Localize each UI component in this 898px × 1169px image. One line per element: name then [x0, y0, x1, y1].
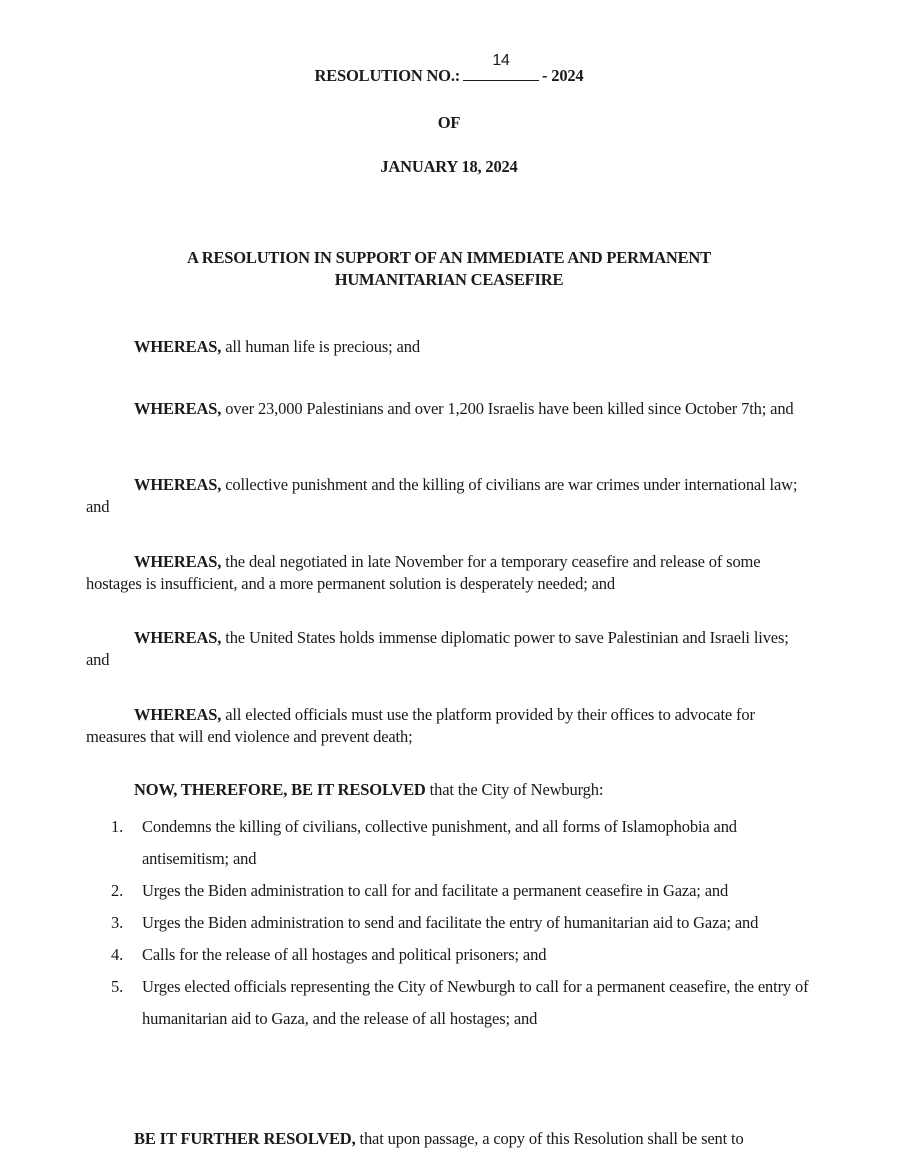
list-item-text: Calls for the release of all hostages and political prisoners; and: [142, 945, 547, 964]
whereas-clause: [86, 336, 811, 358]
resolution-number-line: [0, 52, 898, 86]
list-item-number: 3.: [111, 913, 124, 932]
of-label: OF: [437, 113, 461, 132]
whereas-clause: [86, 474, 811, 518]
list-item-number: 1.: [111, 817, 124, 836]
list-item: [111, 811, 811, 875]
whereas-clause: [86, 551, 811, 595]
resolution-date: JANUARY 18, 2024: [380, 157, 518, 176]
list-item: [111, 875, 811, 907]
whereas-text: all human life is precious; and: [221, 337, 420, 356]
resolution-year: - 2024: [542, 66, 584, 85]
whereas-lead: WHEREAS,: [134, 337, 222, 356]
whereas-lead: WHEREAS,: [134, 399, 222, 418]
list-item-text: Urges elected officials representing the City of Newburgh to call for a permanent ceasefire, the entry of humanitarian aid to Gaza, and the release of all hostages; and: [142, 977, 809, 1028]
list-item-text: Urges the Biden administration to call for and facilitate a permanent ceasefire in Gaza; and: [142, 881, 729, 900]
whereas-text: all elected officials must use the platform provided by their offices to advocate for measures that will end violence and prevent death;: [86, 705, 755, 746]
resolution-prefix: RESOLUTION NO.:: [314, 66, 461, 85]
list-item-text: Condemns the killing of civilians, collective punishment, and all forms of Islamophobia and antisemitism; and: [142, 817, 737, 868]
resolution-title: [0, 247, 898, 291]
whereas-clause: [86, 627, 811, 671]
list-item-number: 2.: [111, 881, 124, 900]
list-item: [111, 971, 811, 1035]
whereas-clause: [86, 704, 811, 748]
further-resolved-lead: BE IT FURTHER RESOLVED,: [134, 1129, 356, 1148]
list-item-number: 5.: [111, 977, 124, 996]
further-resolved-clause: [86, 1128, 811, 1150]
further-resolved-text: that upon passage, a copy of this Resolution shall be sent to: [355, 1129, 744, 1148]
resolution-title-line2: HUMANITARIAN CEASEFIRE: [334, 270, 564, 289]
list-item-number: 4.: [111, 945, 124, 964]
whereas-text: the deal negotiated in late November for a temporary ceasefire and release of some hostages is insufficient, and a more permanent solution is desperately needed; and: [86, 552, 761, 593]
whereas-clause: [86, 398, 811, 420]
resolution-title-line1: A RESOLUTION IN SUPPORT OF AN IMMEDIATE AND PERMANENT: [187, 248, 711, 267]
whereas-lead: WHEREAS,: [134, 628, 222, 647]
resolved-text: that the City of Newburgh:: [425, 780, 604, 799]
list-item: [111, 907, 811, 939]
resolved-lead: NOW, THEREFORE, BE IT RESOLVED: [134, 780, 426, 799]
whereas-text: the United States holds immense diplomatic power to save Palestinian and Israeli lives; and: [86, 628, 789, 669]
resolution-number-blank: [463, 52, 539, 81]
resolved-list: [111, 811, 811, 1035]
whereas-text: collective punishment and the killing of civilians are war crimes under international law; and: [86, 475, 798, 516]
whereas-text: over 23,000 Palestinians and over 1,200 Israelis have been killed since October 7th; and: [221, 399, 794, 418]
whereas-lead: WHEREAS,: [134, 705, 222, 724]
whereas-lead: WHEREAS,: [134, 475, 222, 494]
list-item-text: Urges the Biden administration to send and facilitate the entry of humanitarian aid to Gaza; and: [142, 913, 759, 932]
resolution-number: 14: [492, 52, 510, 69]
resolved-clause: [86, 779, 811, 801]
whereas-lead: WHEREAS,: [134, 552, 222, 571]
list-item: [111, 939, 811, 971]
